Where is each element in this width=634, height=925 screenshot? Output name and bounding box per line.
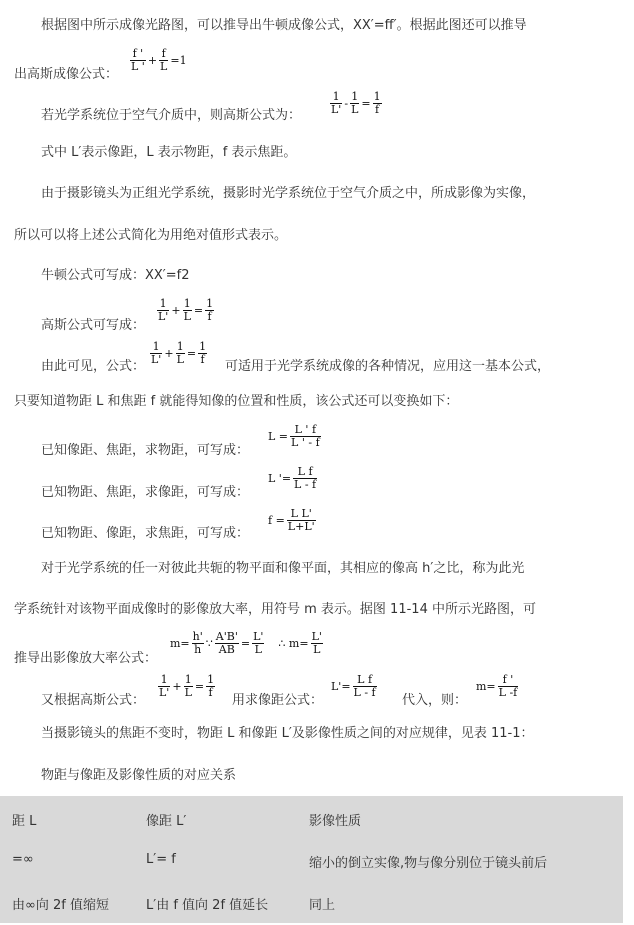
magnification-formula: m= $\frac{h'}{h}$ ∵ $\frac{A'B'}{AB}$ = $\frac{L'}{L}$ ∴ m= $\frac{L'}{L}$ (170, 630, 322, 656)
table-header-image-property: 影像性质 (309, 814, 362, 829)
para-gauss-intro: 出高斯成像公式： (14, 67, 119, 82)
gauss-apply-formula: $\frac{1}{L'}$ + $\frac{1}{L}$ = $\frac{1}{f}$ (151, 340, 207, 366)
para-focal-length: 已知物距、像距，求焦距，可写成： (41, 526, 250, 541)
table-cell: L′= f (146, 852, 176, 867)
para-air-medium: 若光学系统位于空气介质中，则高斯公式为： (41, 108, 302, 123)
para-substitute: 代入，则： (402, 693, 468, 708)
para-lens: 由于摄影镜头为正组光学系统，摄影时光学系统位于空气介质之中，所成影像为实像， (41, 186, 536, 201)
table-cell: 同上 (309, 898, 336, 913)
gauss-again-formula: $\frac{1}{L'}$ + $\frac{1}{L}$ = $\frac{1}{f}$ (159, 673, 215, 699)
para-table-ref: 当摄影镜头的焦距不变时，物距 L 和像距 L′及影像性质之间的对应规律，见表 11-1： (41, 726, 534, 741)
para-symbols: 式中 L′表示像距，L 表示物距，f 表示焦距。 (41, 145, 297, 160)
para-newton: 牛顿公式可写成：XX′=f2 (41, 268, 190, 283)
object-distance-formula: L = $\frac{L ' f}{L ' - f}$ (268, 423, 320, 449)
para-lens-cont: 所以可以将上述公式简化为用绝对值形式表示。 (14, 228, 288, 243)
table-cell: =∞ (12, 852, 34, 867)
para-magnification: 对于光学系统的任一对彼此共轭的物平面和像平面，其相应的像高 h′之比，称为此光 (41, 561, 525, 576)
table-cell: 由∞向 2f 值缩短 (12, 898, 109, 913)
para-apply-pre: 由此可见，公式： (41, 359, 146, 374)
table-cell: L′由 f 值向 2f 值延长 (146, 898, 269, 913)
para-gauss-abs: 高斯公式可写成： (41, 318, 146, 333)
para-gauss-again: 又根据高斯公式： (41, 693, 146, 708)
focal-length-formula: f = $\frac{\text{L L'}}{L+L'}$ (268, 507, 315, 533)
image-distance-formula-2: L'= $\frac{\text{L f}}{L - f}$ (331, 673, 376, 699)
para-image-distance: 已知物距、焦距，求像距，可写成： (41, 485, 250, 500)
table-header-object-distance: 距 L (12, 814, 37, 829)
para-object-distance: 已知像距、焦距，求物距，可写成： (41, 443, 250, 458)
magnification-formula-2: m= $\frac{f '}{L -f}$ (476, 673, 518, 699)
para-image-distance-use: 用求像距公式： (232, 693, 324, 708)
table-header-image-distance: 像距 L′ (146, 814, 187, 829)
para-transform: 只要知道物距 L 和焦距 f 就能得知像的位置和性质，该公式还可以变换如下： (14, 394, 459, 409)
para-apply-post: 可适用于光学系统成像的各种情况，应用这一基本公式， (225, 359, 551, 374)
gauss-formula: $\frac{f '}{L '}$ + $\frac{f}{L}$ =1 (131, 47, 187, 73)
para-newton-intro: 根据图中所示成像光路图，可以推导出牛顿成像公式，XX′=ff′。根据此图还可以推导 (41, 18, 527, 33)
para-magnification-formula-intro: 推导出影像放大率公式： (14, 651, 158, 666)
image-distance-formula: L '= $\frac{\text{L f}}{L - f}$ (268, 465, 317, 491)
table-cell: 缩小的倒立实像,物与像分别位于镜头前后 (309, 856, 548, 871)
gauss-abs-formula: $\frac{1}{L'}$ + $\frac{1}{L}$ = $\frac{1}{f}$ (158, 297, 214, 323)
gauss-air-formula: $\frac{1}{L'}$ - $\frac{1}{L}$ = $\frac{1}{f}$ (331, 90, 381, 116)
para-magnification-cont: 学系统针对该物平面成像时的影像放大率，用符号 m 表示。据图 11-14 中所示光路图，可 (14, 602, 536, 617)
data-table (0, 796, 623, 923)
table-caption: 物距与像距及影像性质的对应关系 (41, 768, 237, 783)
